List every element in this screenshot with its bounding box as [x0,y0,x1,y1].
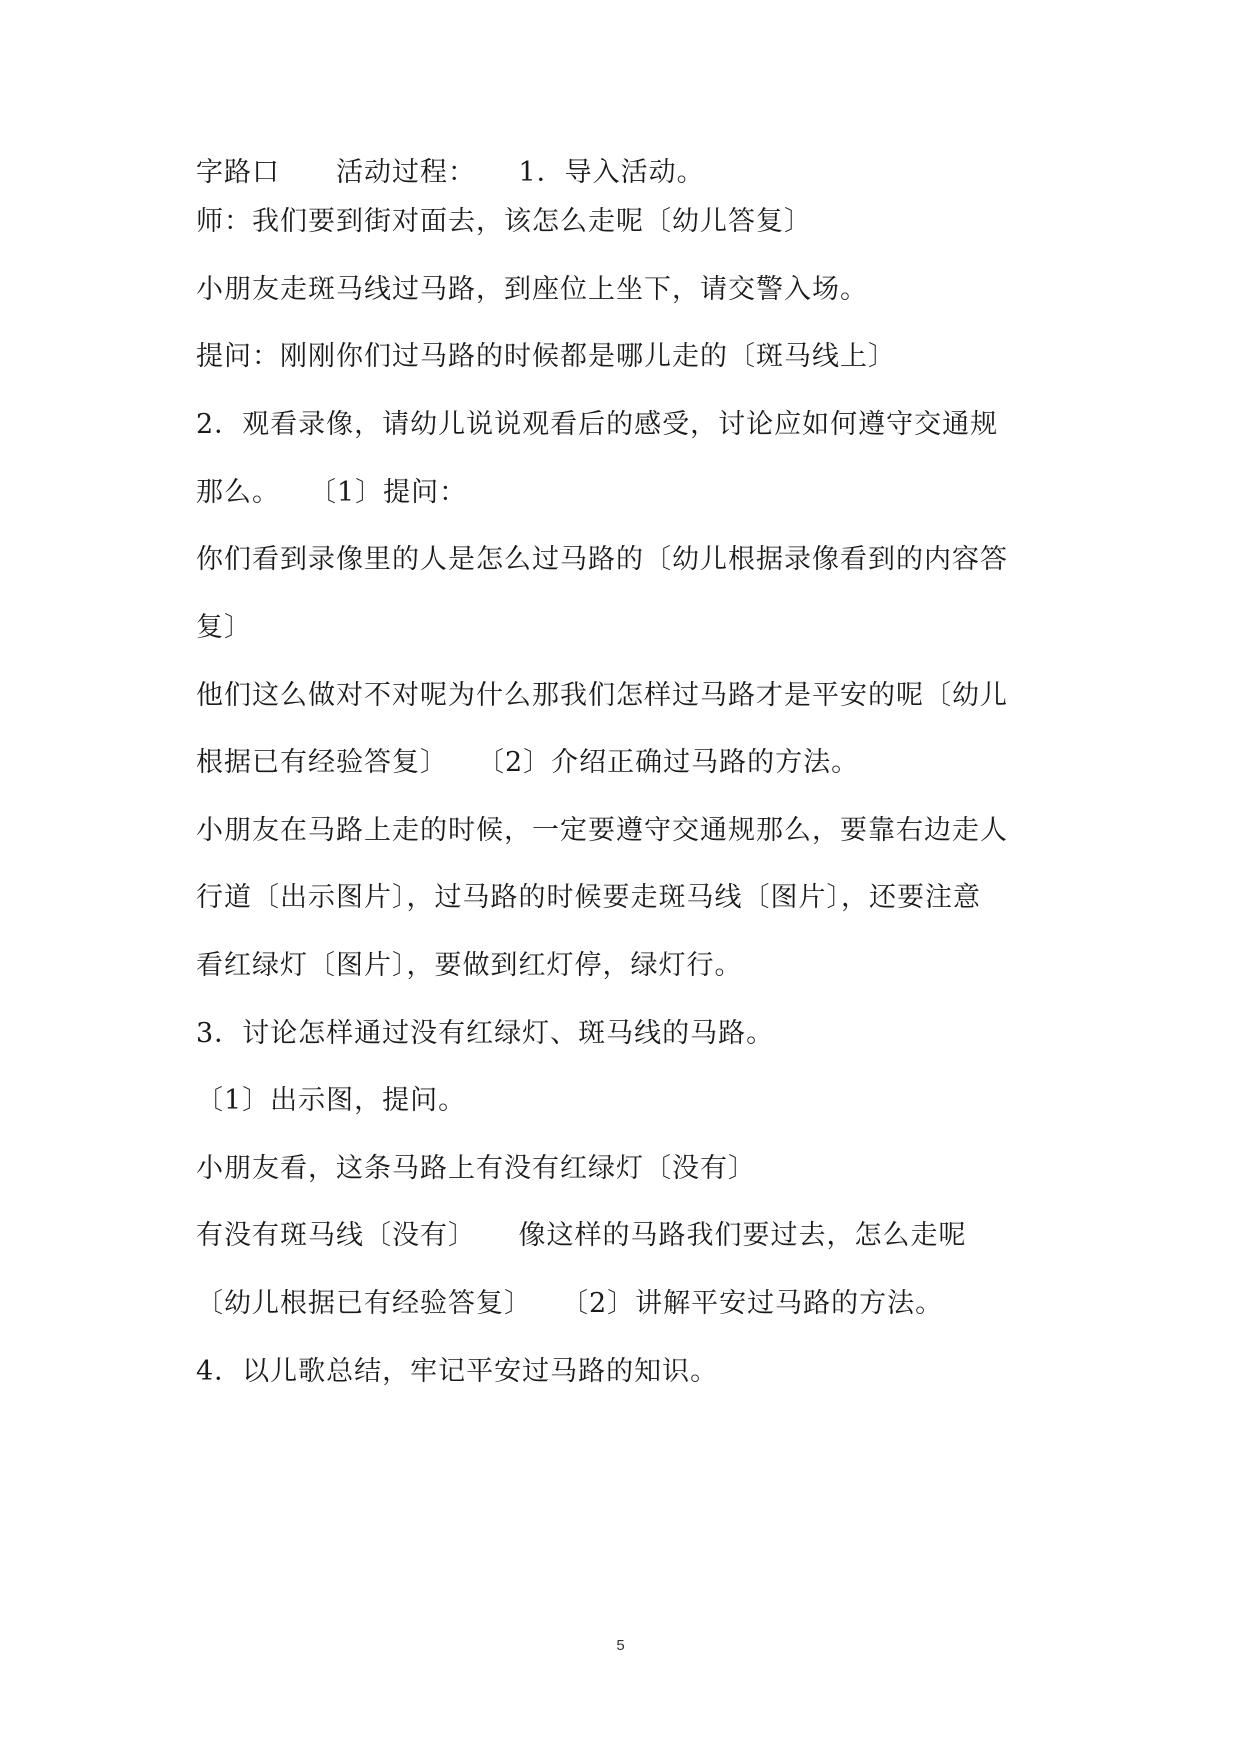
text-line: 你们看到录像里的人是怎么过马路的〔幼儿根据录像看到的内容答 [196,544,1008,575]
text-line: 师：我们要到街对面去，该怎么走呢〔幼儿答复〕 [196,206,812,237]
text-line: 小朋友在马路上走的时候，一定要遵守交通规那么，要靠右边走人 [196,815,1008,846]
text-line: 那么。 〔1〕提问： [196,477,468,508]
text-line: 复〕 [196,612,252,643]
text-line: 有没有斑马线〔没有〕 像这样的马路我们要过去，怎么走呢 [196,1220,967,1251]
text-line: 看红绿灯〔图片〕，要做到红灯停，绿灯行。 [196,950,743,981]
text-line: 〔幼儿根据已有经验答复〕 〔2〕讲解平安过马路的方法。 [196,1288,944,1319]
text-line: 小朋友看，这条马路上有没有红绿灯〔没有〕 [196,1153,756,1184]
text-line: 小朋友走斑马线过马路，到座位上坐下，请交警入场。 [196,274,868,305]
text-line: 2．观看录像，请幼儿说说观看后的感受，讨论应如何遵守交通规 [196,409,999,440]
text-line: 字路口 活动过程： 1．导入活动。 [196,157,705,188]
text-line: 3．讨论怎样通过没有红绿灯、斑马线的马路。 [196,1018,775,1049]
text-line: 他们这么做对不对呢为什么那我们怎样过马路才是平安的呢〔幼儿 [196,680,1008,711]
text-line: 根据已有经验答复〕 〔2〕介绍正确过马路的方法。 [196,747,860,778]
text-line: 行道〔出示图片〕，过马路的时候要走斑马线〔图片〕，还要注意 [196,882,981,913]
text-line: 4．以儿歌总结，牢记平安过马路的知识。 [196,1356,719,1387]
text-line: 提问：刚刚你们过马路的时候都是哪儿走的〔斑马线上〕 [196,341,896,372]
page-number: 5 [616,1637,625,1654]
text-line: 〔1〕出示图，提问。 [196,1085,467,1116]
